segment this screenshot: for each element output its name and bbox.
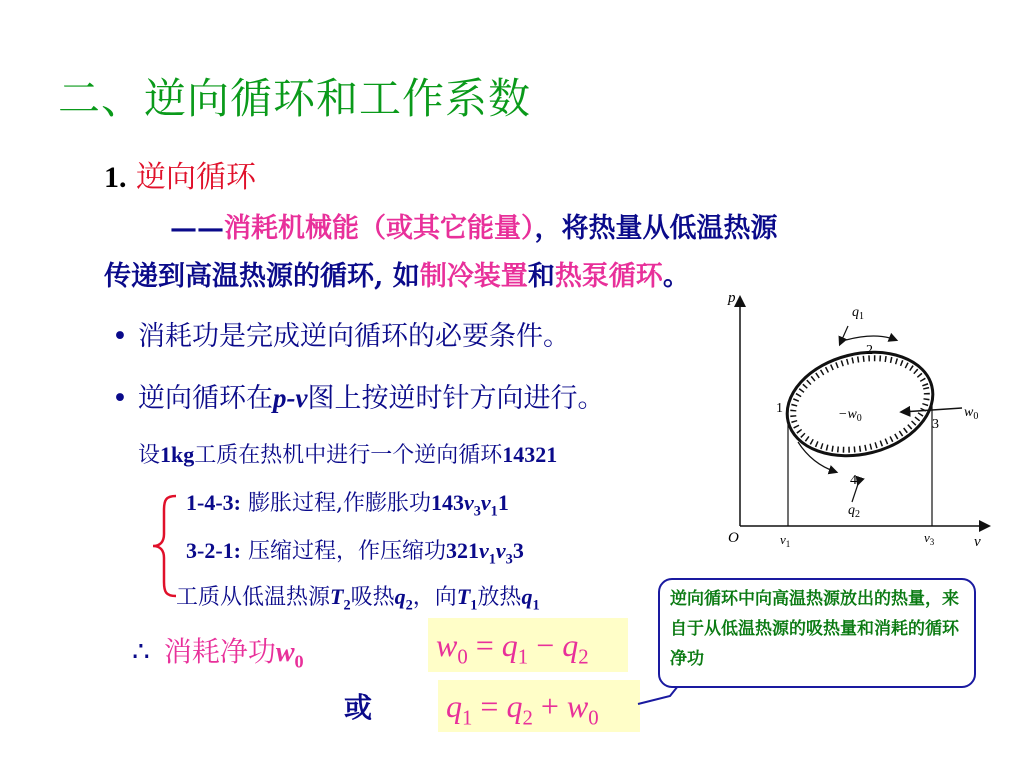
subscript: 1 [488, 551, 496, 568]
formula-op: = [467, 627, 502, 663]
bullet-dot-icon: • [112, 321, 128, 352]
subscript: 3 [929, 537, 935, 547]
var-q: q [852, 305, 859, 320]
bullet-item [112, 376, 604, 415]
setup-text: 设 [138, 443, 161, 468]
process-line-compression [186, 534, 524, 568]
formula-heat-balance [438, 680, 640, 732]
var-q: q [394, 584, 406, 609]
origin-label: O [728, 530, 739, 546]
pv-diagram [726, 288, 998, 556]
formula-net-work [428, 618, 628, 672]
process-line-expansion [186, 486, 509, 520]
v1-label [780, 532, 790, 549]
subscript: 3 [473, 503, 481, 520]
subscript: 2 [855, 509, 860, 520]
q1-label [852, 305, 864, 322]
subscript: 0 [588, 706, 599, 730]
formula-term: q [446, 688, 462, 724]
definition-text-1: ，将热量从低温热源 [534, 213, 778, 244]
section-label: 逆向循环 [136, 160, 257, 195]
section-number: 1. [104, 161, 127, 194]
subscript: 2 [343, 597, 351, 614]
process-code: 321 [445, 538, 479, 563]
bullet-item [112, 314, 570, 353]
var-w: w [275, 637, 295, 668]
process-end: 1 [497, 490, 509, 515]
subscript: 0 [856, 413, 862, 424]
curve-arrow-icon [846, 336, 896, 340]
process-label: 3-2-1: [186, 538, 241, 563]
setup-mass: 1kg [160, 442, 195, 467]
subscript: 1 [785, 539, 791, 549]
process-code: 143 [430, 490, 464, 515]
heat-text: 吸热 [350, 585, 395, 610]
subscript: 0 [973, 411, 979, 422]
bullet-text: 逆向循环在 [138, 383, 273, 414]
section-heading [104, 152, 256, 196]
var-q: q [521, 584, 533, 609]
point-2-label: 2 [866, 343, 873, 358]
subscript: 1 [462, 706, 473, 730]
heat-text: 放热 [477, 585, 522, 610]
point-4-label: 4 [850, 473, 857, 488]
var-v: v [478, 538, 489, 563]
subscript: 2 [405, 597, 413, 614]
definition-text-3: 和 [527, 261, 555, 292]
curve-arrow-icon [798, 442, 836, 472]
definition-line-1 [170, 206, 778, 245]
definition-text-4: 。 [662, 261, 690, 292]
setup-line [138, 438, 557, 469]
process-text: 压缩过程，作压缩功 [240, 539, 446, 564]
var-v: v [924, 530, 930, 545]
subscript: 2 [522, 706, 533, 730]
neg-w0-label [838, 407, 862, 424]
var-v: v [463, 490, 474, 515]
bullet-text: 消耗功是完成逆向循环的必要条件。 [138, 321, 570, 352]
process-text: 膨胀过程,作膨胀功 [240, 491, 431, 516]
definition-highlight-2: 制冷装置 [419, 261, 528, 292]
subscript: 1 [490, 503, 498, 520]
heat-text: ，向 [412, 585, 457, 610]
var-v: v [480, 490, 491, 515]
callout-note: 逆向循环中向高温热源放出的热量，来自于从低温热源的吸热量和消耗的循环净功 [658, 578, 976, 688]
var-T: T [330, 584, 344, 609]
point-3-label: 3 [932, 417, 939, 432]
or-label: 或 [344, 691, 373, 724]
formula-term: q [506, 688, 523, 724]
subscript: 0 [457, 645, 468, 669]
definition-dash: —— [170, 213, 224, 244]
w0-label [964, 405, 978, 422]
formula-term: w [436, 627, 458, 663]
process-end: 3 [512, 538, 524, 563]
axis-v-label: v [974, 534, 981, 550]
formula-term: q [562, 627, 579, 663]
q2-label [848, 503, 860, 520]
slide-title: 二、逆向循环和工作系数 [58, 74, 532, 123]
subscript: 1 [470, 597, 478, 614]
var-T: T [456, 584, 471, 609]
therefore-symbol: ∴ [132, 635, 150, 668]
axis-p-label: p [728, 290, 736, 306]
definition-text-2: 传递到高温热源的循环, 如 [104, 261, 420, 292]
cycle-loop [776, 338, 944, 471]
net-work-text: 消耗净功 [163, 635, 276, 668]
subscript: 1 [859, 311, 864, 322]
definition-line-2 [104, 254, 690, 293]
var-q: q [848, 503, 855, 518]
definition-highlight-3: 热泵循环 [554, 261, 663, 292]
bullet-text: 图上按逆时针方向进行。 [307, 383, 605, 414]
var-w: w [964, 405, 974, 420]
heat-text: 工质从低温热源 [176, 585, 331, 610]
setup-cycle-code: 14321 [502, 442, 558, 467]
definition-highlight-1: 消耗机械能（或其它能量） [224, 213, 535, 244]
var-v: v [780, 532, 786, 547]
formula-term: w [566, 688, 589, 724]
var-w: −w [838, 407, 857, 422]
setup-text: 工质在热机中进行一个逆向循环 [194, 443, 503, 468]
subscript: 1 [532, 597, 540, 614]
var-v: v [495, 538, 506, 563]
bullet-dot-icon: • [112, 383, 128, 414]
v3-label [924, 530, 935, 547]
formula-op: + [532, 688, 567, 724]
formula-op: − [528, 627, 563, 663]
bullet-italic: p-v [273, 383, 308, 413]
process-label: 1-4-3: [186, 490, 241, 515]
subscript: 1 [517, 645, 529, 669]
subscript: 2 [578, 645, 589, 669]
net-work-label [132, 630, 304, 673]
subscript: 3 [505, 551, 513, 568]
formula-op: = [472, 688, 507, 724]
heat-transfer-line [176, 580, 540, 614]
subscript: 0 [294, 651, 304, 672]
point-1-label: 1 [776, 401, 783, 416]
q1-arrow-icon [840, 326, 848, 344]
formula-term: q [501, 627, 518, 663]
